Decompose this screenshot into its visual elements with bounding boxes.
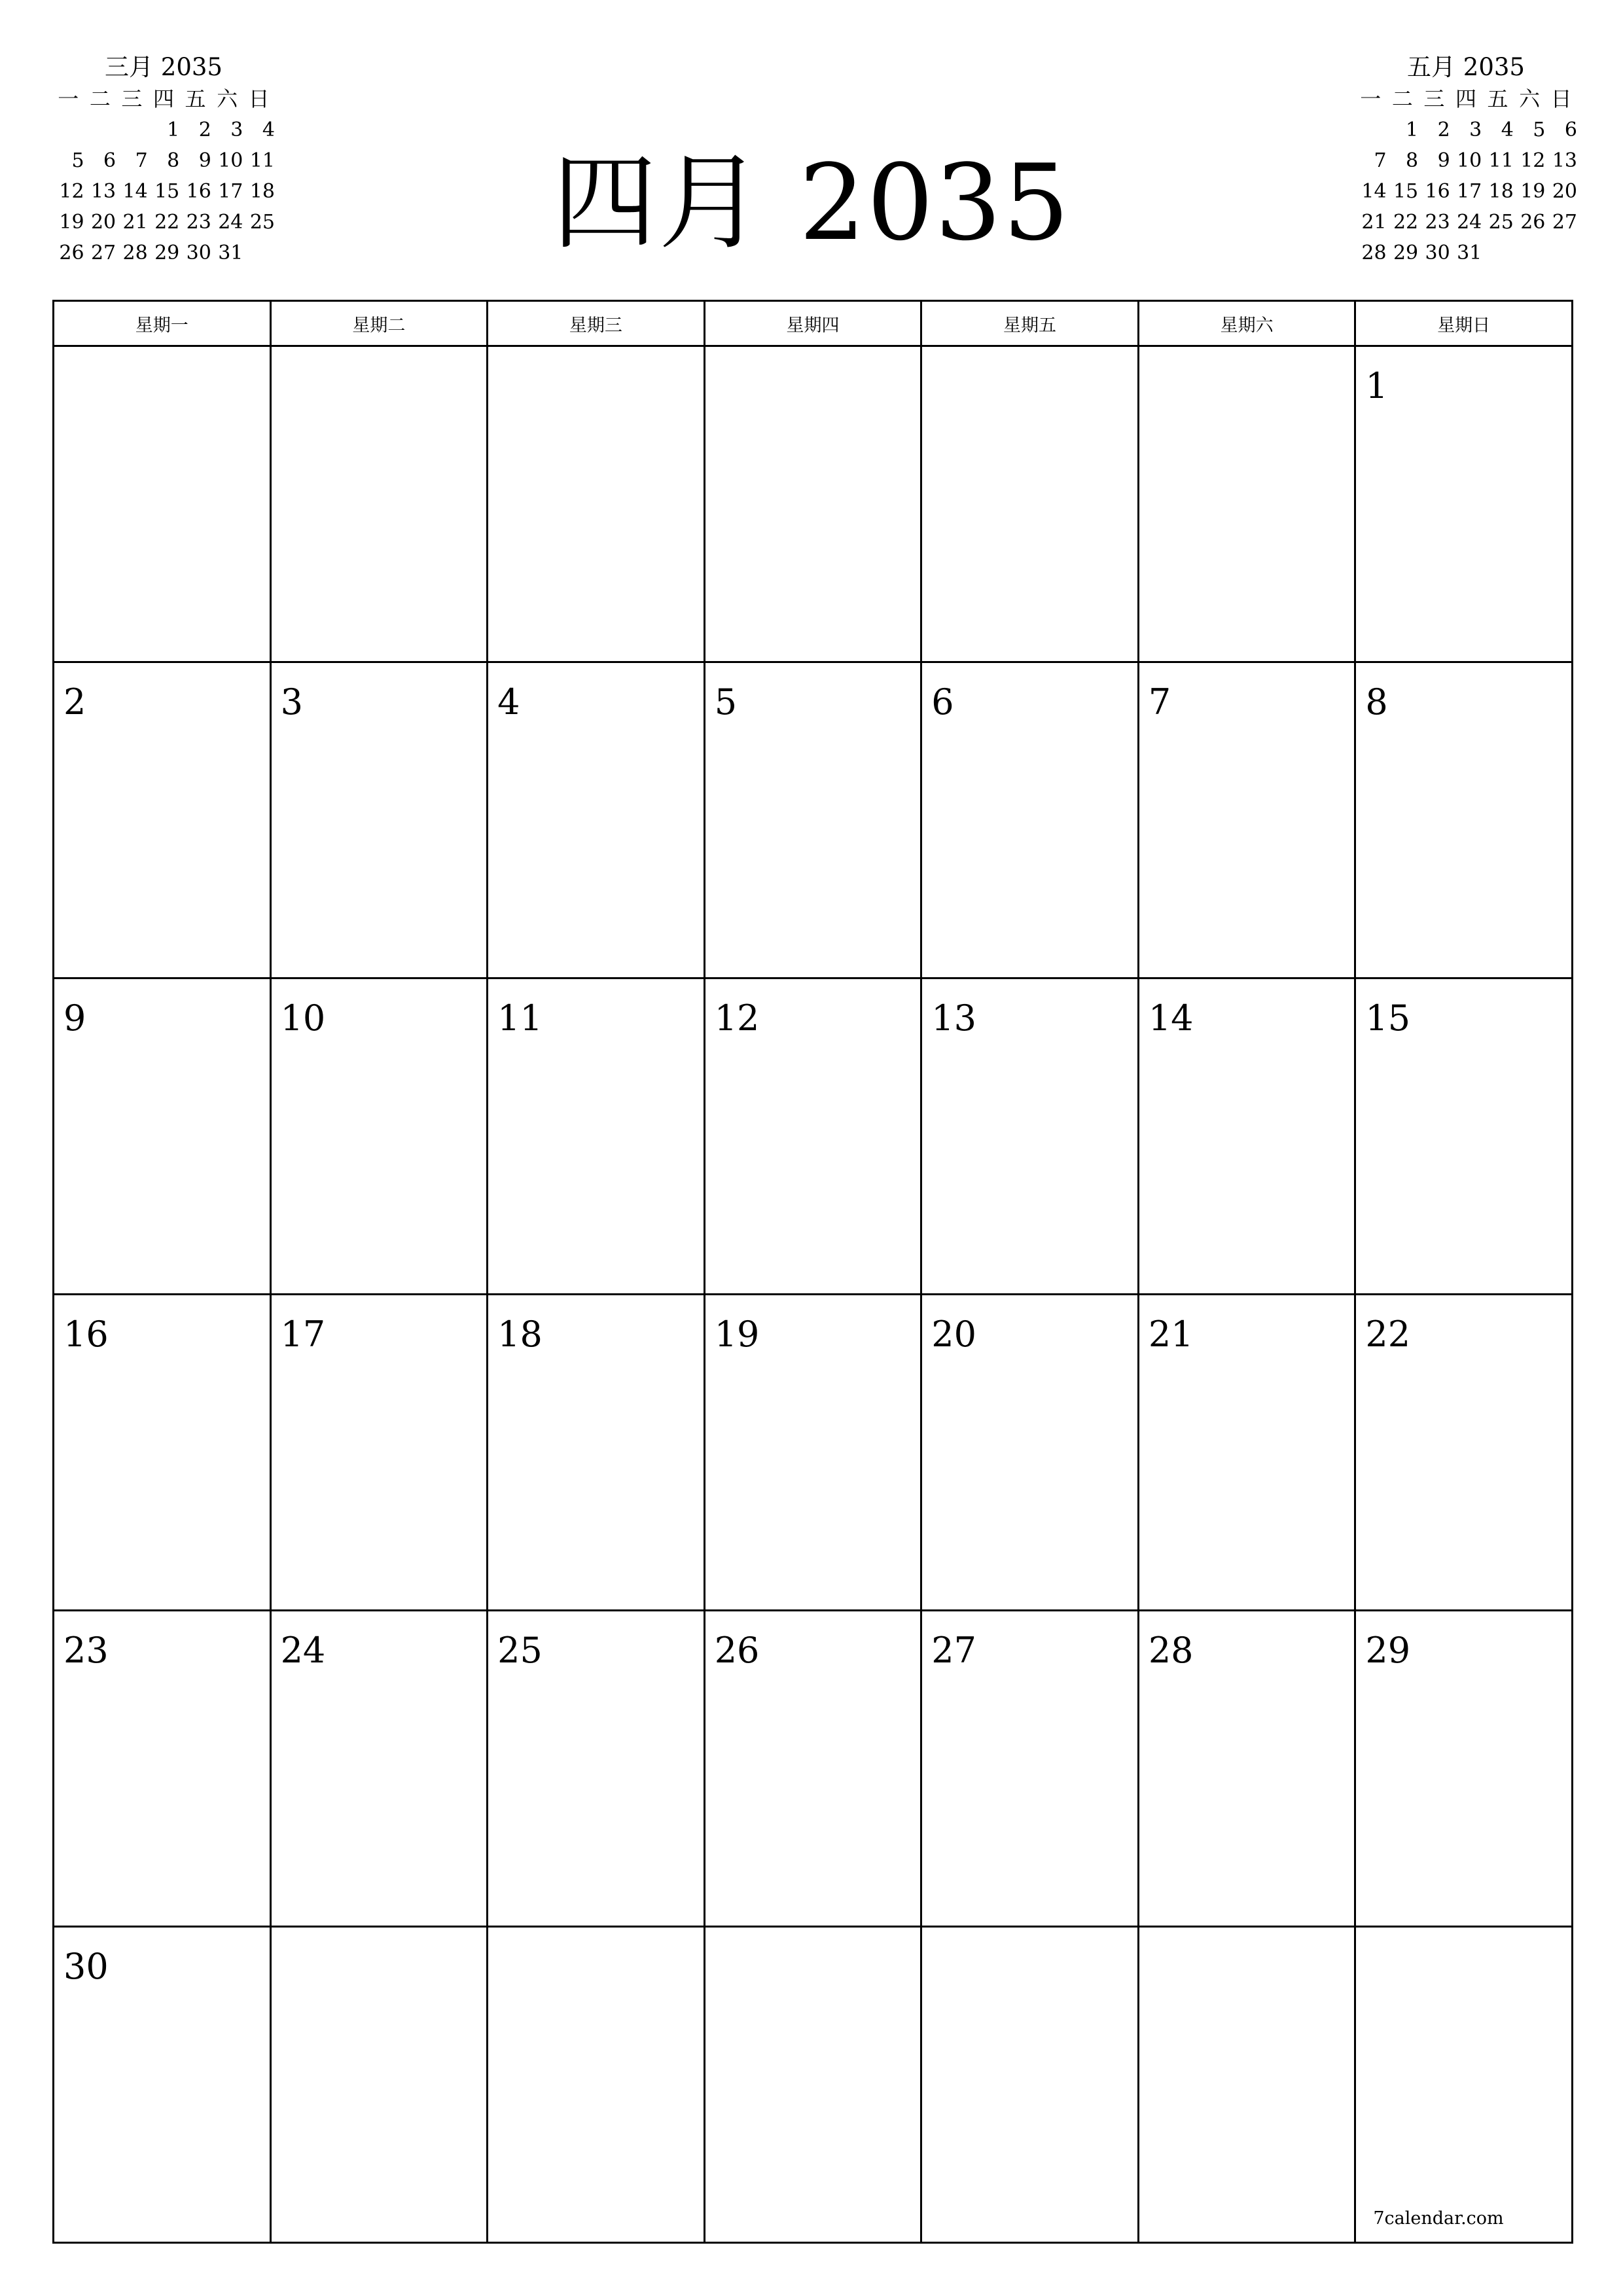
mini-day: 13 (90, 180, 116, 203)
mini-day: 4 (1501, 118, 1514, 141)
mini-weekday: 六 (1519, 86, 1541, 111)
mini-week-row (1355, 176, 1577, 207)
day-cell (1138, 1611, 1355, 1927)
weekday-header: 星期四 (704, 301, 921, 346)
week-row (54, 1611, 1573, 1927)
weekday-header: 星期一 (54, 301, 271, 346)
mini-day: 19 (1520, 180, 1546, 203)
mini-day (1355, 115, 1387, 145)
day-cell (921, 1611, 1139, 1927)
day-number: 13 (931, 997, 976, 1039)
day-number: 17 (280, 1314, 326, 1355)
mini-weekday: 日 (248, 86, 270, 111)
week-row (54, 1295, 1573, 1611)
month-grid (52, 300, 1573, 2244)
day-cell (1355, 1611, 1573, 1927)
day-number: 23 (63, 1630, 109, 1671)
mini-day: 31 (218, 242, 243, 264)
weekday-header: 星期五 (921, 301, 1139, 346)
day-cell (921, 346, 1139, 662)
mini-day: 9 (198, 149, 211, 172)
day-cell (921, 1927, 1139, 2243)
mini-day: 23 (1425, 211, 1450, 234)
weekday-header-row (54, 301, 1573, 346)
day-number: 21 (1148, 1314, 1194, 1355)
day-number: 22 (1365, 1314, 1411, 1355)
day-number: 6 (931, 681, 954, 723)
mini-day: 11 (249, 149, 275, 172)
day-cell (270, 1927, 488, 2243)
mini-calendar-title: 五月 2035 (1407, 53, 1525, 81)
day-number: 2 (63, 681, 86, 723)
mini-day: 30 (1425, 242, 1450, 264)
day-number: 28 (1148, 1630, 1194, 1671)
mini-weekday: 五 (1487, 86, 1508, 111)
mini-weekday: 一 (1360, 86, 1382, 111)
day-cell (1355, 1927, 1573, 2243)
mini-day: 7 (135, 149, 148, 172)
day-cell (1355, 1295, 1573, 1611)
mini-calendar-next-month (1355, 51, 1577, 268)
day-cell (488, 978, 705, 1295)
day-cell (270, 1611, 488, 1927)
mini-day: 13 (1552, 149, 1577, 172)
mini-calendar-grid (1355, 84, 1577, 268)
day-cell (488, 1927, 705, 2243)
mini-weekday: 六 (217, 86, 238, 111)
day-cell (54, 978, 271, 1295)
mini-day: 29 (154, 242, 180, 264)
mini-weekday: 三 (121, 86, 143, 111)
mini-day: 16 (1425, 180, 1450, 203)
mini-day: 22 (1393, 211, 1419, 234)
mini-day: 27 (90, 242, 116, 264)
mini-day: 11 (1488, 149, 1514, 172)
day-cell (270, 978, 488, 1295)
weekday-header: 星期三 (488, 301, 705, 346)
mini-day: 2 (198, 118, 211, 141)
weekday-header: 星期日 (1355, 301, 1573, 346)
mini-weekday: 日 (1550, 86, 1572, 111)
day-number: 20 (931, 1314, 976, 1355)
mini-weekday: 五 (185, 86, 206, 111)
mini-weekday-row (1355, 84, 1577, 115)
mini-day: 31 (1457, 242, 1482, 264)
day-cell (704, 1927, 921, 2243)
day-number: 8 (1365, 681, 1388, 723)
mini-day: 12 (1520, 149, 1546, 172)
day-number: 16 (63, 1314, 109, 1355)
mini-weekday: 四 (152, 86, 174, 111)
day-cell (54, 662, 271, 978)
mini-weekday: 一 (58, 86, 79, 111)
mini-day: 14 (122, 180, 148, 203)
day-cell (488, 1295, 705, 1611)
day-cell (921, 662, 1139, 978)
day-cell (1138, 1295, 1355, 1611)
day-cell (1138, 346, 1355, 662)
day-number: 12 (714, 997, 760, 1039)
mini-day: 7 (1374, 149, 1387, 172)
day-cell (704, 1611, 921, 1927)
mini-day: 27 (1552, 211, 1577, 234)
day-number: 24 (280, 1630, 326, 1671)
day-number: 18 (497, 1314, 543, 1355)
day-cell (1355, 978, 1573, 1295)
mini-day: 23 (186, 211, 211, 234)
mini-day: 10 (218, 149, 243, 172)
day-number: 29 (1365, 1630, 1411, 1671)
day-number: 9 (63, 997, 86, 1039)
day-cell (270, 662, 488, 978)
day-cell (1138, 978, 1355, 1295)
day-cell (488, 346, 705, 662)
mini-day: 30 (186, 242, 211, 264)
day-cell (1355, 346, 1573, 662)
mini-day (1545, 238, 1577, 268)
mini-day: 12 (59, 180, 84, 203)
mini-day: 6 (103, 149, 116, 172)
day-number: 5 (714, 681, 738, 723)
day-cell (270, 1295, 488, 1611)
mini-day: 1 (1406, 118, 1419, 141)
mini-week-row (1355, 145, 1577, 176)
day-cell (270, 346, 488, 662)
mini-day: 1 (167, 118, 180, 141)
day-cell (488, 1611, 705, 1927)
day-number: 1 (1365, 365, 1388, 406)
mini-weekday: 二 (89, 86, 111, 111)
watermark-text: 7calendar.com (1373, 2208, 1504, 2229)
day-number: 4 (497, 681, 520, 723)
mini-day: 4 (262, 118, 275, 141)
day-cell (1138, 662, 1355, 978)
mini-day: 15 (1393, 180, 1419, 203)
mini-weekday: 二 (1391, 86, 1413, 111)
day-cell (1138, 1927, 1355, 2243)
day-number: 26 (714, 1630, 760, 1671)
mini-day: 9 (1437, 149, 1450, 172)
day-number: 15 (1365, 997, 1411, 1039)
mini-day: 14 (1361, 180, 1387, 203)
mini-week-row (1355, 238, 1577, 268)
mini-day: 17 (218, 180, 243, 203)
mini-day: 26 (59, 242, 84, 264)
day-cell (54, 1927, 271, 2243)
mini-day: 18 (249, 180, 275, 203)
mini-day (1482, 238, 1514, 268)
day-cell (704, 978, 921, 1295)
weekday-header: 星期二 (270, 301, 488, 346)
mini-day: 28 (122, 242, 148, 264)
weekday-header: 星期六 (1138, 301, 1355, 346)
day-number: 27 (931, 1630, 976, 1671)
day-cell (488, 662, 705, 978)
mini-day: 15 (154, 180, 180, 203)
day-number: 19 (714, 1314, 760, 1355)
mini-day: 20 (90, 211, 116, 234)
day-cell (921, 978, 1139, 1295)
day-cell (1355, 662, 1573, 978)
mini-day: 2 (1437, 118, 1450, 141)
week-row (54, 346, 1573, 662)
page-title: 四月 2035 (552, 141, 1071, 264)
mini-day: 16 (186, 180, 211, 203)
mini-day: 10 (1457, 149, 1482, 172)
mini-day: 21 (122, 211, 148, 234)
day-cell (704, 662, 921, 978)
week-row (54, 978, 1573, 1295)
mini-day: 24 (218, 211, 243, 234)
day-cell (921, 1295, 1139, 1611)
mini-day: 29 (1393, 242, 1419, 264)
day-number: 3 (280, 681, 303, 723)
mini-day: 28 (1361, 242, 1387, 264)
mini-day: 3 (1469, 118, 1482, 141)
mini-weekday: 三 (1423, 86, 1445, 111)
day-cell (54, 346, 271, 662)
mini-day: 25 (249, 211, 275, 234)
mini-day: 5 (71, 149, 84, 172)
mini-day: 25 (1488, 211, 1514, 234)
mini-day: 24 (1457, 211, 1482, 234)
mini-day: 3 (230, 118, 243, 141)
mini-day: 17 (1457, 180, 1482, 203)
mini-day: 6 (1564, 118, 1577, 141)
day-number: 11 (497, 997, 543, 1039)
day-number: 30 (63, 1946, 109, 1987)
mini-week-row (1355, 207, 1577, 238)
mini-day: 20 (1552, 180, 1577, 203)
mini-day: 5 (1533, 118, 1546, 141)
mini-day: 26 (1520, 211, 1546, 234)
day-cell (54, 1611, 271, 1927)
day-cell (54, 1295, 271, 1611)
mini-week-row (1355, 115, 1577, 145)
day-cell (704, 346, 921, 662)
mini-day: 21 (1361, 211, 1387, 234)
mini-weekday-row (52, 84, 275, 115)
mini-day: 8 (1406, 149, 1419, 172)
day-number: 10 (280, 997, 326, 1039)
day-number: 7 (1148, 681, 1171, 723)
mini-weekday: 四 (1455, 86, 1476, 111)
day-number: 25 (497, 1630, 543, 1671)
mini-day: 8 (167, 149, 180, 172)
mini-day: 18 (1488, 180, 1514, 203)
week-row (54, 662, 1573, 978)
week-row (54, 1927, 1573, 2243)
mini-day (1514, 238, 1546, 268)
mini-calendar-title: 三月 2035 (105, 53, 223, 81)
day-number: 14 (1148, 997, 1194, 1039)
mini-day: 19 (59, 211, 84, 234)
day-cell (704, 1295, 921, 1611)
mini-day: 22 (154, 211, 180, 234)
